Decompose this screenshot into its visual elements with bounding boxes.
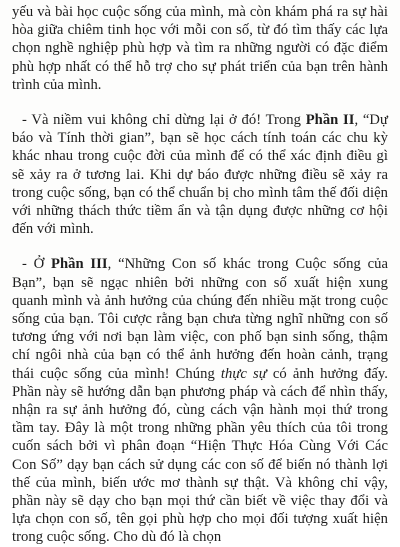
part-iii-text-2: có ảnh hưởng đấy. Phần này sẽ hướng dẫn bạn phương pháp và cách để nhìn thấy, nhận ra sự ảnh hưởng đó, cùng cách vận hành mọi thứ trong tầm tay. Đây là một trong những phần yêu thích của tôi trong cuốn sách bởi vì phân đoạn “Hiện Thực Hóa Cùng Với Các Con Số” dạy bạn cách sử dụng các con số để biến nó thành lợi thế của mình, biến ước mơ thành sự thật. Và không chỉ vậy, phần này sẽ dạy cho bạn mọi thứ cần biết về việc thay đổi và lựa chọn con số, tên gọi phù hợp cho mọi đối tượng xuất hiện trong cuộc sống. Cho dù đó là chọn — [12, 365, 388, 546]
part-iii-heading: Phần III — [51, 256, 108, 273]
part-ii-text: , “Dự báo và Tính thời gian”, bạn sẽ học cách tính toán các chu kỳ khác nhau trong cuộc đời của mình để có thể xác định điều gì sẽ xảy ra ở tương lai. Khi dự báo được những điều sẽ xảy ra trong cuộc sống, bạn có thể chuẩn bị cho mình tâm thế đối diện với những thách thức tiềm ẩn và tận dụng được những cơ hội đến với mình. — [12, 112, 388, 238]
body-text — [12, 3, 388, 547]
paragraph-intro-text: yếu và bài học cuộc sống của mình, mà còn khám phá ra sự hài hòa giữa chiêm tinh học với mỗi con số, từ đó tìm thấy các lựa chọn nghề nghiệp phù hợp và tìm ra những người có đặc điểm phù hợp nhất có thể hỗ trợ cho sự phát triển của bạn trên hành trình của mình. — [12, 4, 388, 93]
part-iii-emphasis: thực sự — [220, 365, 267, 382]
part-ii-prefix: - Và niềm vui không chỉ dừng lại ở đó! Trong — [22, 112, 306, 129]
paragraph-part-ii — [12, 111, 388, 238]
part-iii-prefix: - Ở — [22, 256, 52, 273]
paragraph-intro — [12, 3, 388, 94]
paragraph-part-iii — [12, 255, 388, 546]
part-ii-heading: Phần II — [305, 112, 355, 129]
part-iii-text-1: , “Những Con số khác trong Cuộc sống của Bạn”, bạn sẽ ngạc nhiên bởi những con số xuất hiện xung quanh mình và ảnh hưởng của chúng đến nhiều mặt trong cuộc sống của bạn. Tôi cược rằng bạn chưa từng nghĩ những con số tương ứng với nơi bạn làm việc, con phố bạn sinh sống, thậm chí ngôi nhà của bạn có thể ảnh hưởng đến hoàn cảnh, trạng thái cuộc sống của mình! Chúng — [12, 256, 389, 382]
